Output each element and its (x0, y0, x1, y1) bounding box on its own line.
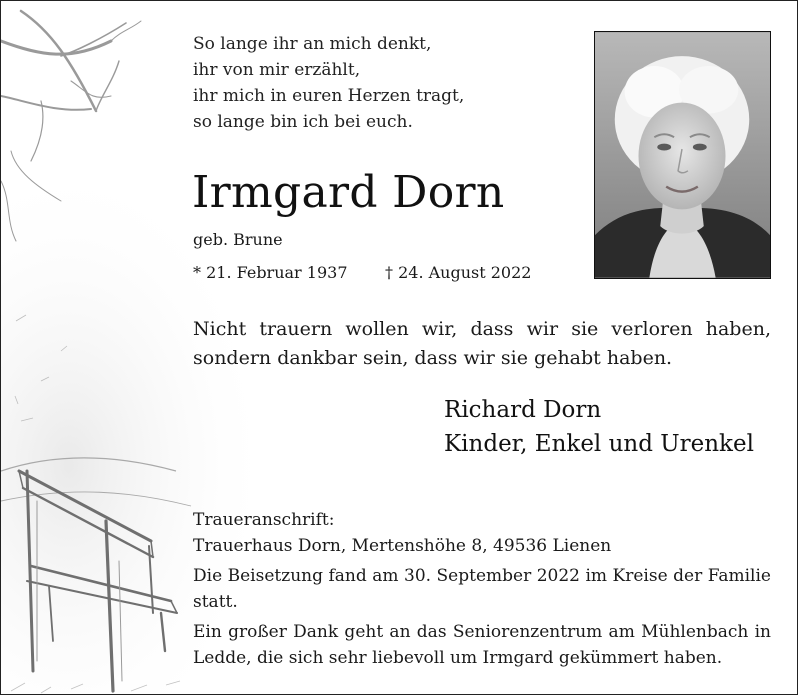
death-date: † 24. August 2022 (385, 263, 532, 282)
mourning-address (193, 507, 611, 559)
signers (444, 393, 754, 461)
deceased-name: Irmgard Dorn (192, 167, 505, 218)
poem-line: So lange ihr an mich denkt, (193, 34, 432, 54)
portrait-icon (595, 32, 770, 278)
poem-line: ihr mich in euren Herzen tragt, (193, 86, 465, 106)
maiden-name: geb. Brune (193, 230, 283, 249)
signer-name: Richard Dorn (444, 397, 602, 423)
birth-date: * 21. Februar 1937 (193, 263, 348, 282)
address-label: Traueranschrift: (193, 510, 335, 530)
thanks-notice: Ein großer Dank geht an das Seniorenzentrum am Mühlenbach in Ledde, die sich sehr liebevoll um Irmgard gekümmert haben. (193, 622, 771, 668)
poem-line: so lange bin ich bei euch. (193, 112, 413, 132)
portrait-photo (594, 31, 771, 279)
funeral-notice: Die Beisetzung fand am 30. September 2022 im Kreise der Familie statt. (193, 566, 771, 612)
poem (193, 31, 464, 135)
poem-line: ihr von mir erzählt, (193, 60, 361, 80)
memorial-quote: Nicht trauern wollen wir, dass wir sie verloren haben, sondern dankbar sein, dass wir sie gehabt haben. (193, 318, 771, 369)
address-value: Trauerhaus Dorn, Mertenshöhe 8, 49536 Lienen (193, 536, 612, 556)
signer-family: Kinder, Enkel und Urenkel (444, 431, 754, 457)
